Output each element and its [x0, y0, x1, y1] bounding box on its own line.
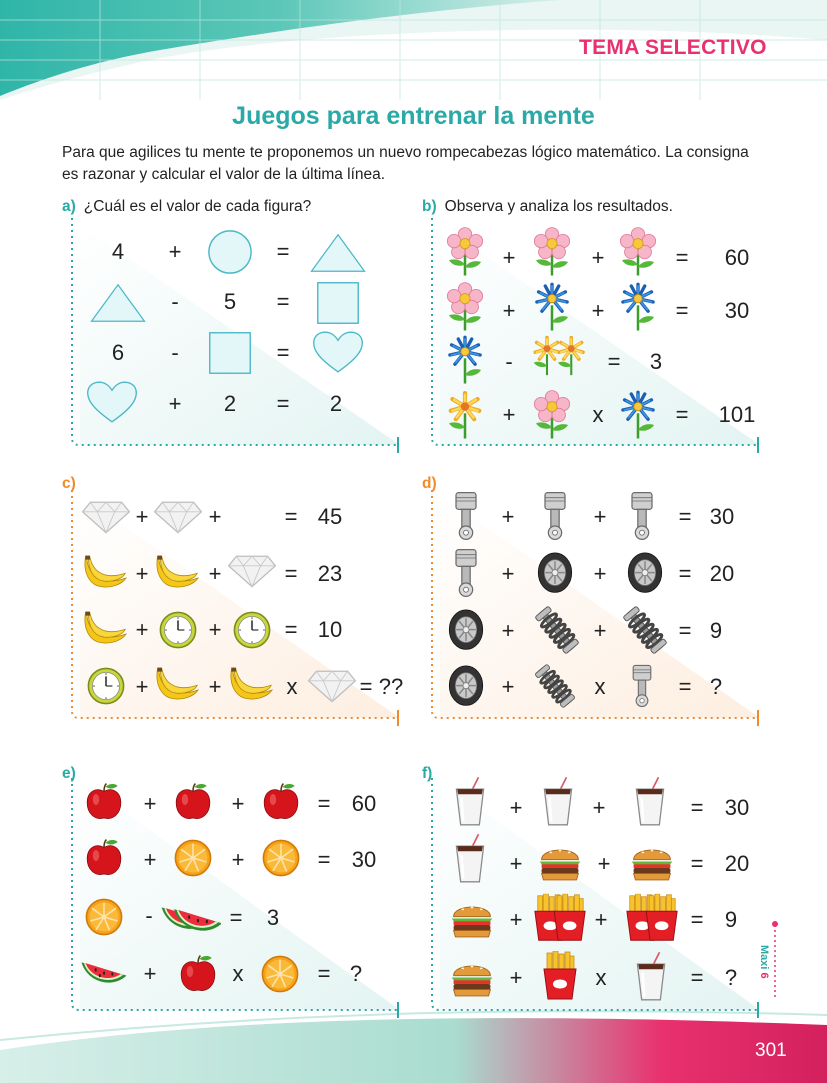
b2-plus: + — [591, 298, 605, 323]
drink-cup-icon — [453, 775, 487, 827]
d4-plus: + — [501, 674, 515, 699]
e3-equals: = — [229, 905, 243, 930]
diamond-icon — [152, 499, 204, 535]
triangle-icon — [309, 230, 367, 276]
orange-slice-icon — [260, 954, 300, 994]
section-label: TEMA SELECTIVO — [579, 36, 767, 59]
a1-plus: + — [168, 239, 182, 264]
side-tab — [758, 945, 770, 979]
d2-result: 20 — [709, 561, 735, 586]
f1-result: 30 — [724, 795, 750, 820]
orange-slice-icon — [173, 838, 213, 878]
e2-equals: = — [317, 847, 331, 872]
puzzle-c-letter: c) — [62, 475, 76, 492]
b1-result: 60 — [724, 245, 750, 270]
clock-icon — [86, 666, 126, 706]
c4-equals: = — [359, 674, 373, 699]
banana-icon — [154, 552, 202, 592]
yellow-flower-icon — [444, 388, 486, 442]
intro-paragraph: Para que agilices tu mente te proponemos un nuevo rompecabezas lógico matemático. La consigna es razonar y calcular el valor de la última línea. — [62, 144, 749, 183]
puzzle-b-label — [422, 198, 673, 216]
b4-equals: = — [675, 402, 689, 427]
f2-equals: = — [690, 851, 704, 876]
d4-times: x — [594, 674, 606, 699]
puzzle-a-prompt: ¿Cuál es el valor de cada figura? — [83, 198, 312, 215]
side-tab-text: Maxi — [758, 945, 770, 970]
d1-plus: + — [501, 504, 515, 529]
banana-icon — [228, 664, 276, 704]
piston-icon — [449, 491, 483, 541]
c4-plus: + — [135, 674, 149, 699]
c3-equals: = — [284, 617, 298, 642]
d4-equals: = — [678, 674, 692, 699]
piston-icon — [625, 491, 659, 541]
c2-plus: + — [135, 561, 149, 586]
heart-icon — [85, 379, 139, 425]
clock-icon — [158, 610, 198, 650]
c2-equals: = — [284, 561, 298, 586]
e4-plus: + — [143, 961, 157, 986]
d2-plus: + — [593, 561, 607, 586]
side-tab-number: 6 — [758, 972, 770, 979]
clock-icon — [232, 610, 272, 650]
f1-equals: = — [690, 795, 704, 820]
e4-equals: = — [317, 961, 331, 986]
a1-value-4: 4 — [111, 239, 125, 264]
f3-plus: + — [594, 907, 608, 932]
page-number: 301 — [755, 1040, 787, 1061]
b1-plus: + — [502, 245, 516, 270]
f3-equals: = — [690, 907, 704, 932]
blue-flower-icon — [617, 388, 659, 442]
apple-icon — [84, 838, 124, 878]
b1-plus: + — [591, 245, 605, 270]
puzzle-a-letter: a) — [62, 198, 76, 215]
burger-icon — [449, 898, 495, 940]
apple-icon — [178, 954, 218, 994]
b2-plus: + — [502, 298, 516, 323]
apple-icon — [261, 782, 301, 822]
f2-plus: + — [509, 851, 523, 876]
drink-cup-icon — [453, 832, 487, 884]
blue-flower-icon — [617, 280, 659, 334]
tire-icon — [447, 662, 485, 710]
d1-result: 30 — [709, 504, 735, 529]
tire-icon — [626, 549, 664, 597]
b4-times: x — [592, 402, 604, 427]
burger-icon — [537, 841, 583, 883]
puzzle-f-label — [422, 765, 440, 783]
e2-plus: + — [231, 847, 245, 872]
triangle-icon — [89, 280, 147, 326]
c3-plus: + — [135, 617, 149, 642]
c3-plus: + — [208, 617, 222, 642]
e4-result: ? — [349, 961, 363, 986]
e1-equals: = — [317, 791, 331, 816]
puzzle-d-letter: d) — [422, 475, 437, 492]
apple-icon — [84, 782, 124, 822]
c1-result: 45 — [317, 504, 343, 529]
tire-icon — [536, 549, 574, 597]
d2-plus: + — [501, 561, 515, 586]
diamond-icon — [80, 499, 132, 535]
a4-result: 2 — [329, 391, 343, 416]
f1-plus: + — [509, 795, 523, 820]
fries-pair-icon — [531, 893, 589, 943]
e2-plus: + — [143, 847, 157, 872]
d3-equals: = — [678, 618, 692, 643]
f2-plus: + — [597, 851, 611, 876]
heart-icon — [311, 329, 365, 375]
d1-plus: + — [593, 504, 607, 529]
pink-flower-icon — [531, 388, 573, 442]
b1-equals: = — [675, 245, 689, 270]
fries-pair-icon — [623, 893, 681, 943]
square-icon — [315, 280, 361, 326]
spring-icon — [621, 606, 669, 654]
banana-icon — [154, 664, 202, 704]
drink-cup-icon — [634, 950, 668, 1002]
d1-equals: = — [678, 504, 692, 529]
d2-equals: = — [678, 561, 692, 586]
banana-icon — [82, 608, 130, 648]
pink-flower-icon — [617, 225, 659, 279]
b4-plus: + — [502, 402, 516, 427]
watermelon-icon — [79, 957, 129, 991]
b3-minus: - — [505, 349, 513, 374]
a3-equals: = — [276, 340, 290, 365]
f4-equals: = — [690, 965, 704, 990]
c1-plus: + — [135, 504, 149, 529]
puzzle-e-label — [62, 765, 84, 783]
e1-plus: + — [143, 791, 157, 816]
a2-value-5: 5 — [223, 289, 237, 314]
diamond-icon — [306, 668, 358, 704]
f4-result: ? — [724, 965, 738, 990]
c4-times: x — [286, 674, 298, 699]
puzzle-e-letter: e) — [62, 765, 76, 782]
b2-equals: = — [675, 298, 689, 323]
pink-flower-icon — [444, 280, 486, 334]
e3-result: 3 — [266, 905, 280, 930]
spring-icon — [533, 606, 581, 654]
c1-plus: + — [208, 504, 222, 529]
puzzle-b-letter: b) — [422, 198, 437, 215]
drink-cup-icon — [633, 775, 667, 827]
a3-minus: - — [171, 340, 179, 365]
e2-result: 30 — [351, 847, 377, 872]
tire-icon — [447, 606, 485, 654]
a3-value-6: 6 — [111, 340, 125, 365]
e4-times: x — [232, 961, 244, 986]
a4-equals: = — [276, 391, 290, 416]
puzzle-f-letter: f) — [422, 765, 433, 782]
burger-icon — [449, 957, 495, 999]
piston-icon — [538, 491, 572, 541]
d3-plus: + — [593, 618, 607, 643]
d3-result: 9 — [709, 618, 723, 643]
yellow-flower-pair-icon — [529, 334, 591, 386]
e1-plus: + — [231, 791, 245, 816]
c2-plus: + — [208, 561, 222, 586]
blue-flower-icon — [531, 280, 573, 334]
orange-slice-icon — [84, 897, 124, 937]
orange-slice-icon — [261, 838, 301, 878]
a2-equals: = — [276, 289, 290, 314]
pink-flower-icon — [531, 225, 573, 279]
puzzle-a-label — [62, 198, 311, 216]
f3-result: 9 — [724, 907, 738, 932]
a4-value-2: 2 — [223, 391, 237, 416]
a4-plus: + — [168, 391, 182, 416]
c4-result: ?? — [378, 674, 404, 699]
c2-result: 23 — [317, 561, 343, 586]
b3-equals: = — [607, 349, 621, 374]
banana-icon — [82, 552, 130, 592]
puzzle-c-label — [62, 475, 84, 493]
b4-result: 101 — [718, 402, 756, 427]
f4-times: x — [595, 965, 607, 990]
watermelon-pair-icon — [159, 899, 221, 937]
apple-icon — [173, 782, 213, 822]
b2-result: 30 — [724, 298, 750, 323]
puzzle-d-label — [422, 475, 445, 493]
diamond-icon — [226, 553, 278, 589]
pink-flower-icon — [444, 225, 486, 279]
c3-result: 10 — [317, 617, 343, 642]
f3-plus: + — [509, 907, 523, 932]
burger-icon — [629, 841, 675, 883]
a2-minus: - — [171, 289, 179, 314]
e1-result: 60 — [351, 791, 377, 816]
f4-plus: + — [509, 965, 523, 990]
f1-plus: + — [592, 795, 606, 820]
fries-icon — [540, 951, 580, 1001]
spring-icon — [533, 664, 577, 708]
piston-icon — [627, 664, 657, 708]
f2-result: 20 — [724, 851, 750, 876]
drink-cup-icon — [541, 775, 575, 827]
a1-equals: = — [276, 239, 290, 264]
piston-icon — [449, 548, 483, 598]
c1-equals: = — [284, 504, 298, 529]
d4-result: ? — [709, 674, 723, 699]
puzzle-b-prompt: Observa y analiza los resultados. — [444, 198, 673, 215]
e3-minus: - — [145, 903, 153, 928]
c4-plus: + — [208, 674, 222, 699]
page-title: Juegos para entrenar la mente — [232, 102, 595, 130]
blue-flower-icon — [444, 333, 486, 387]
b3-result: 3 — [649, 349, 663, 374]
circle-icon — [206, 228, 254, 276]
square-icon — [207, 330, 253, 376]
d3-plus: + — [501, 618, 515, 643]
